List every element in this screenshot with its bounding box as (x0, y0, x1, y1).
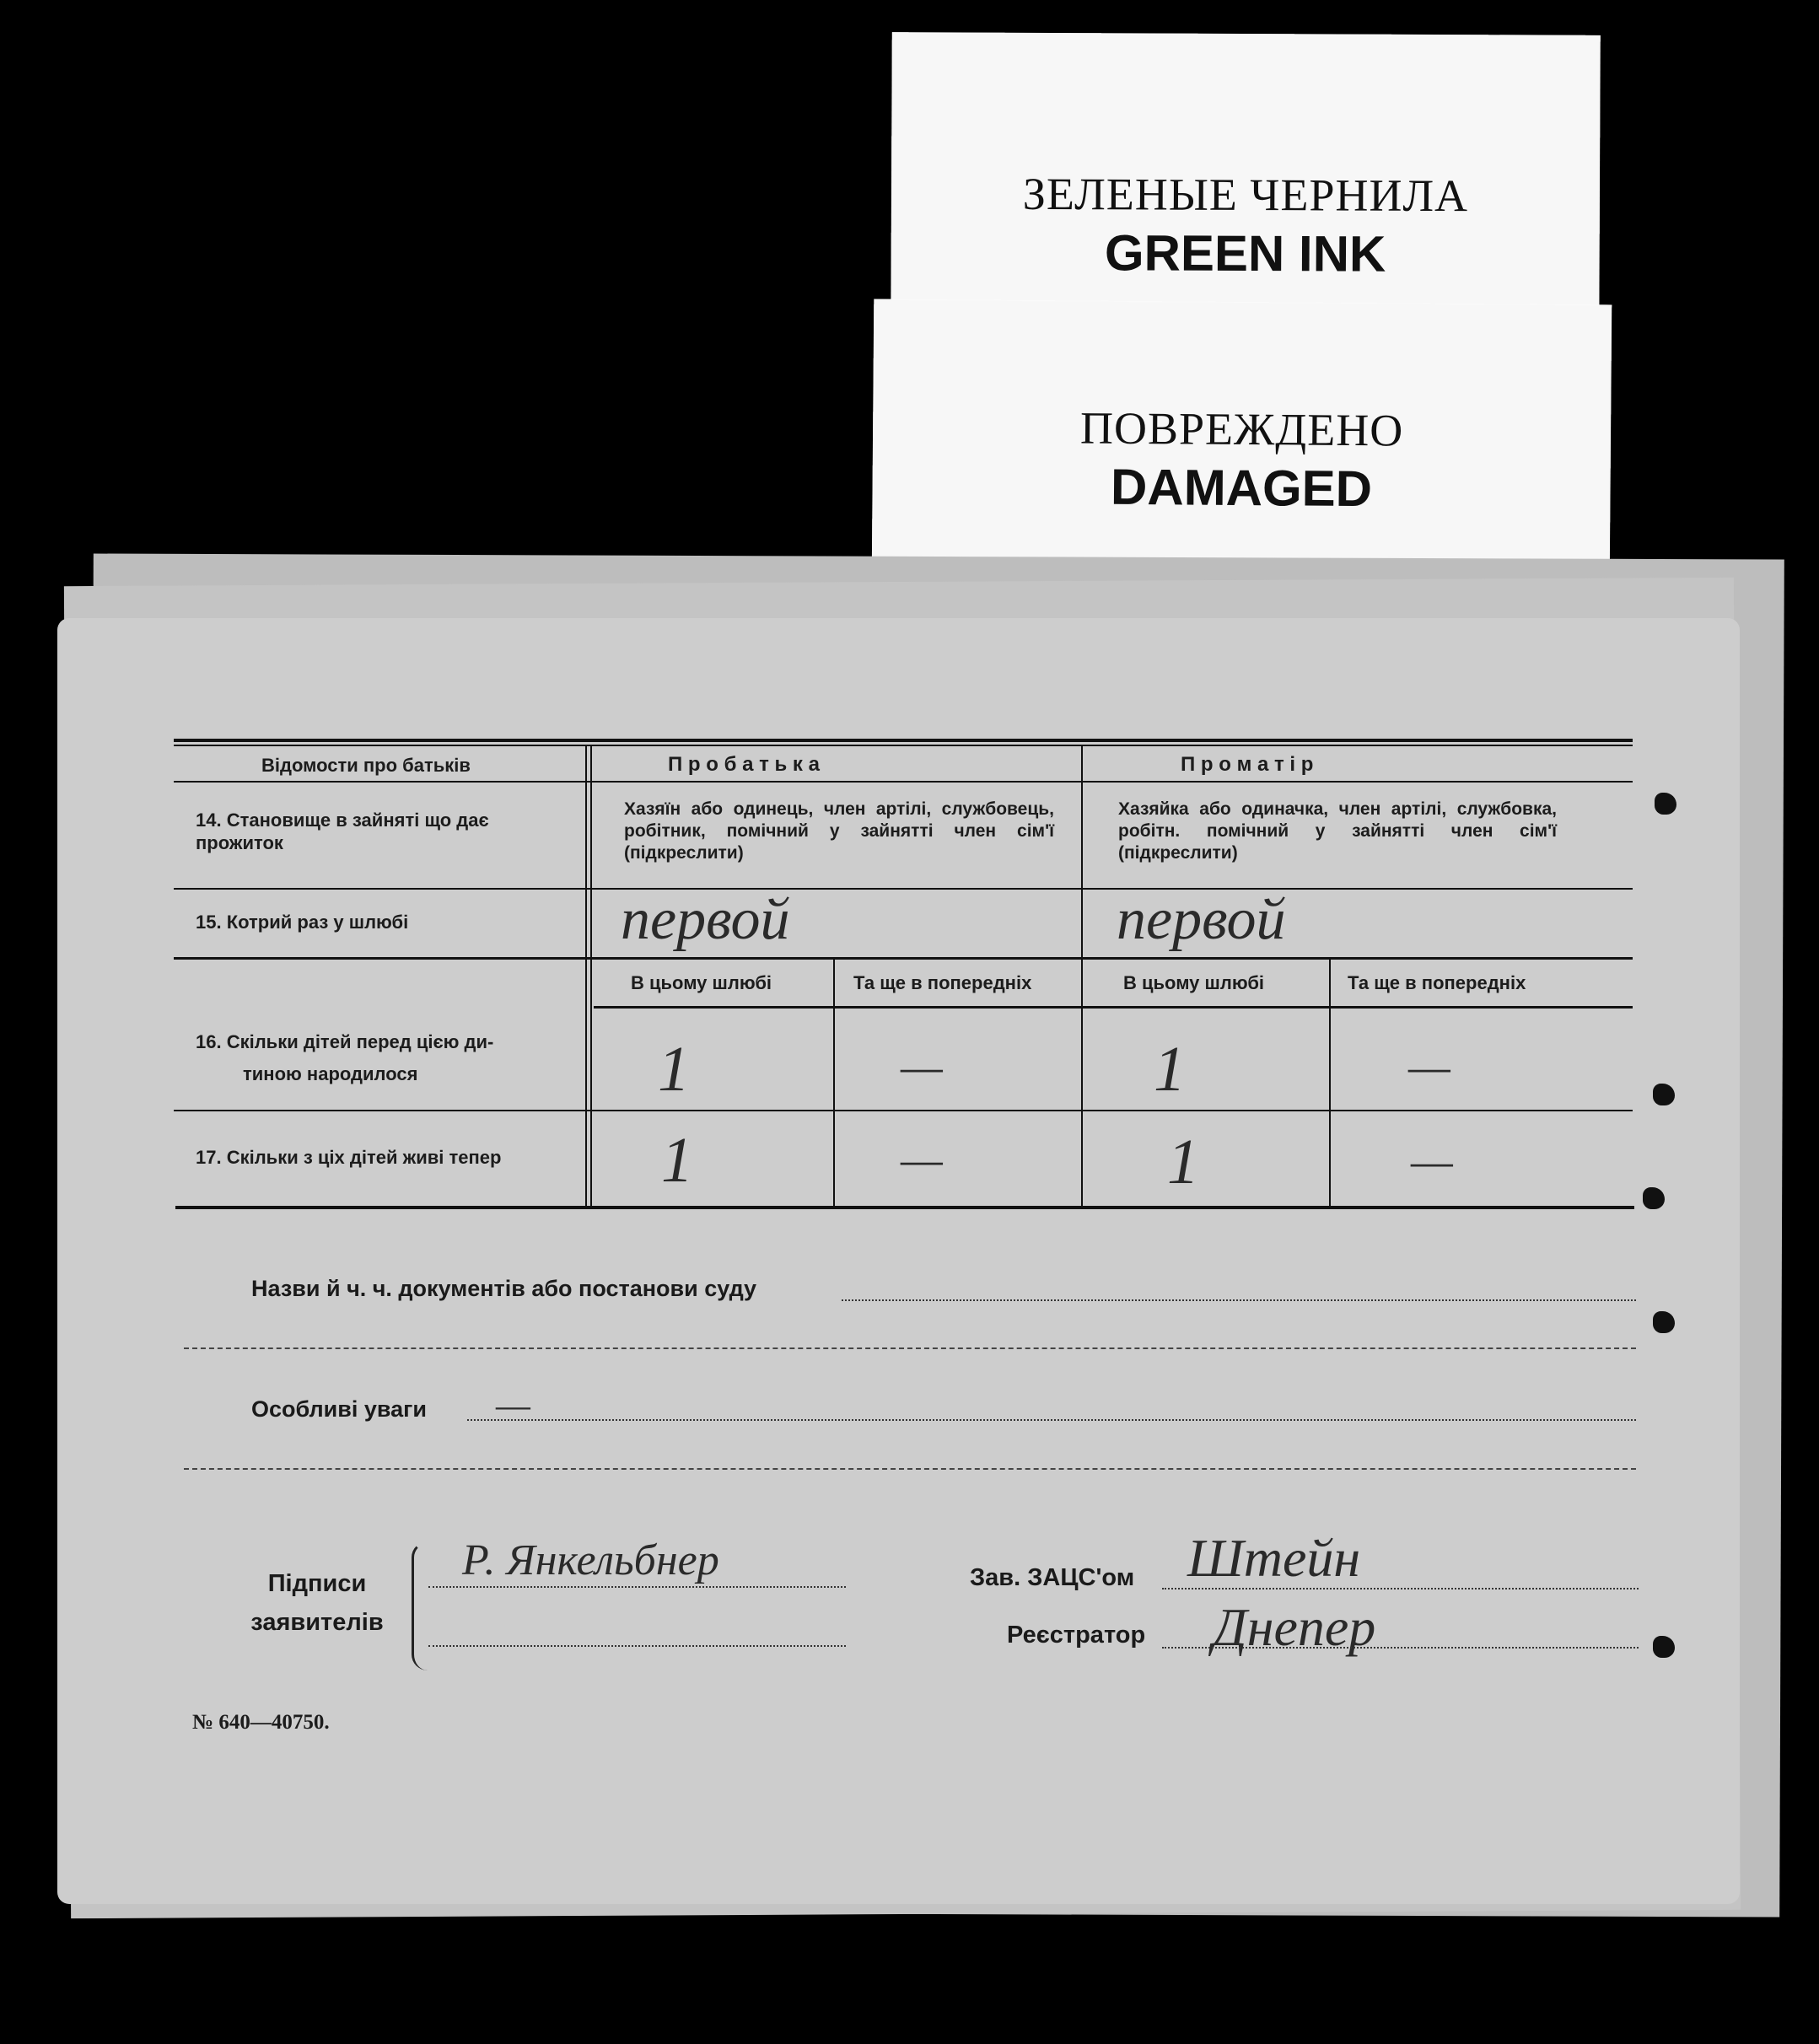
row16-bottom-rule (174, 1110, 1633, 1111)
subheader-bottom-rule (594, 1006, 1633, 1009)
table-bottom-rule (175, 1206, 1634, 1209)
row14-father-options: Хазяїн або одинець, член артілі, службовець, робітник, помічний у зайнятті член сім'ї (підкреслити) (624, 799, 1054, 863)
header-about-mother: П р о м а т і р (1181, 753, 1314, 776)
damaged-label-en: DAMAGED (1110, 458, 1373, 518)
punch-hole (1653, 1311, 1675, 1333)
documents-line-2 (184, 1347, 1636, 1349)
table-divider-1 (585, 745, 587, 1208)
form-print-number: № 640—40750. (192, 1711, 330, 1734)
notes-line-2 (184, 1468, 1636, 1470)
row17-father-previous: — (901, 1133, 943, 1186)
documents-label: Назви й ч. ч. документів або постанови суду (251, 1276, 757, 1301)
applicant-signature-line-2 (428, 1645, 846, 1647)
applicant-signature-line-1 (428, 1586, 846, 1588)
row17-father-this: 1 (661, 1125, 693, 1196)
punch-hole (1653, 1084, 1675, 1105)
row15-father-value: первой (621, 887, 790, 952)
head-signature-line (1162, 1588, 1639, 1589)
applicant-signature: Р. Янкельбнер (462, 1536, 719, 1584)
punch-hole (1655, 793, 1676, 815)
table-divider-1b (590, 745, 592, 1208)
row14-label: 14. Становище в зайняті що дає прожиток (196, 810, 489, 853)
subheader-mother-this-marriage: В цьому шлюбі (1123, 972, 1265, 993)
notes-line-1 (467, 1419, 1636, 1421)
row15-bottom-rule (174, 957, 1633, 960)
row16-mother-this: 1 (1154, 1034, 1186, 1105)
row16-father-this: 1 (658, 1034, 690, 1105)
row17-mother-previous: — (1411, 1135, 1453, 1187)
punch-hole (1643, 1187, 1665, 1209)
row16-label-line2: тиною народилося (243, 1063, 418, 1084)
row16-label-line1: 16. Скільки дітей перед цією ди- (196, 1031, 494, 1052)
registrar-label: Реєстратор (1007, 1622, 1146, 1649)
notes-label: Особливі уваги (251, 1396, 427, 1422)
green-ink-label-en: GREEN INK (1104, 224, 1386, 282)
row14-bottom-rule (174, 888, 1633, 890)
signatures-label-block (216, 1564, 418, 1642)
row17-mother-this: 1 (1167, 1127, 1199, 1197)
row16-mother-previous: — (1408, 1041, 1450, 1093)
damaged-label-card (872, 299, 1612, 584)
signatures-label: Підписи заявителів (250, 1570, 384, 1636)
row17-label: 17. Скільки з ціх дітей живі тепер (196, 1147, 502, 1168)
table-header-rule (174, 781, 1633, 783)
punch-hole (1653, 1636, 1675, 1658)
subheader-mother-previous: Та ще в попередніх (1348, 972, 1526, 993)
row14-mother-options: Хазяйка або одиначка, член артілі, службовка, робітн. помічний у зайнятті член сім'ї (підкреслити) (1118, 799, 1557, 863)
row16-father-previous: — (901, 1041, 943, 1093)
table-divider-2 (1081, 745, 1083, 1208)
head-of-registry-signature: Штейн (1187, 1528, 1361, 1588)
table-top-rule (174, 739, 1633, 742)
registrar-signature: Днепер (1213, 1597, 1376, 1657)
row15-mother-value: первой (1117, 887, 1286, 952)
row15-label: 15. Котрий раз у шлюбі (196, 912, 409, 933)
header-about-father: П р о б а т ь к а (668, 753, 820, 776)
notes-value: — (496, 1383, 530, 1426)
table-divider-mother-sub (1329, 959, 1331, 1208)
damaged-label-ru: ПОВРЕЖДЕНО (1079, 402, 1404, 456)
table-divider-father-sub (833, 959, 835, 1208)
civil-record-form-page (57, 618, 1740, 1904)
subheader-father-this-marriage: В цьому шлюбі (631, 972, 772, 993)
table-top-rule-thin (174, 745, 1633, 746)
head-of-registry-label: Зав. ЗАЦС'ом (970, 1564, 1135, 1591)
green-ink-label-ru: ЗЕЛЕНЫЕ ЧЕРНИЛА (1022, 168, 1469, 222)
subheader-father-previous: Та ще в попередніх (853, 972, 1032, 993)
documents-line-1 (842, 1299, 1636, 1301)
green-ink-label-card (891, 32, 1601, 343)
signatures-bracket (412, 1541, 428, 1670)
header-parents-info: Відомости про батьків (261, 755, 471, 776)
registrar-signature-line (1162, 1647, 1639, 1649)
